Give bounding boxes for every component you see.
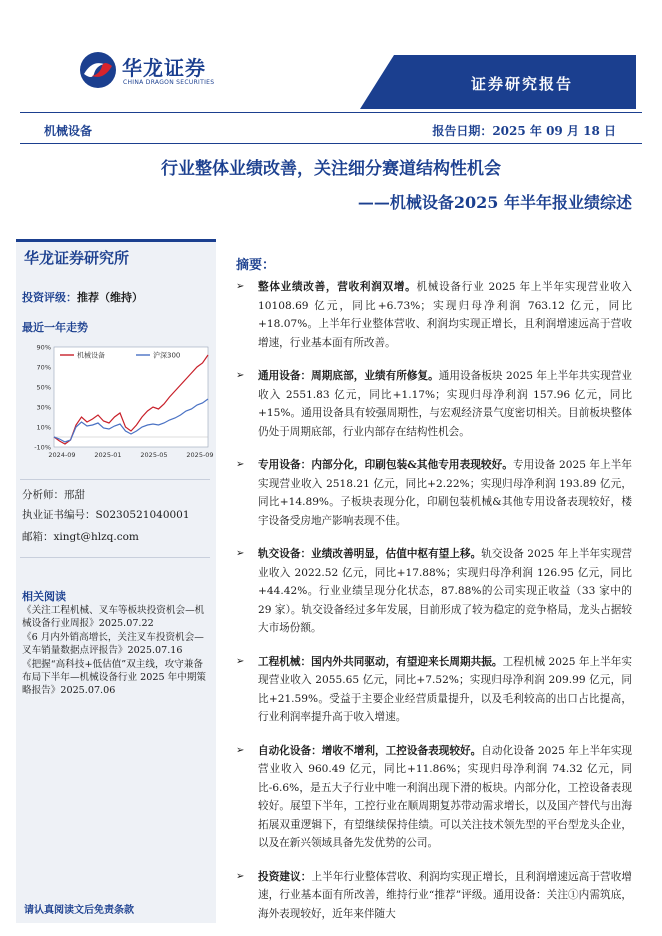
arrow-bullet-icon: ➢ [236,459,245,470]
summary-text: 专用设备 2025 年上半年实现营业收入 2518.21 亿元，同比+2.22%；实现归母净利润 193.89 亿元，同比+14.89%。子板块表现分化，印刷包装机械&其他专用设备表现较好，楼宇设备受房地产影响表现不佳。 [258,459,633,527]
analyst-name: 分析师：邢甜 [22,489,85,501]
report-type-label: 证券研究报告 [470,75,573,93]
sidebar-divider [20,479,210,480]
sidebar-divider [20,557,210,558]
summary-item [236,868,632,924]
rating-value: 推荐（维持） [77,291,143,304]
summary-text: 上半年行业整体营收、利润均实现正增长，且利润增速远高于营收增速，行业基本面有所改善，维持行业“推荐”评级。通用设备：关注①内需筑底，海外表现较好，近年来伴随大 [258,870,633,920]
brand-name-cn: 华龙证券 [122,56,206,80]
institute-header [16,239,216,269]
arrow-bullet-icon: ➢ [236,744,245,756]
arrow-bullet-icon: ➢ [236,548,245,559]
y-tick-label: -10% [34,443,51,452]
dragon-logo-icon [78,50,118,90]
trend-label: 最近一年走势 [22,321,88,334]
investment-rating [22,289,143,305]
summary-text: 工程机械 2025 年上半年实现营业收入 2055.65 亿元，同比+7.52%；实现归母净利润 209.99 亿元，同比+21.59%。受益于主要企业经营质量提升，以及毛利较高的出口占比提高，行业利润率提升高于收入增速。 [258,655,632,723]
summary-lead: 整体业绩改善，营收利润双增。 [258,281,417,293]
y-tick-label: 50% [36,383,51,392]
x-tick-label: 2025-05 [140,451,168,459]
disclaimer-note: 请认真阅读文后免责条款 [24,905,134,916]
report-subtitle: ——机械设备2025 年半年报业绩综述 [357,193,632,212]
summary-item [236,545,632,638]
summary-lead: 专用设备：内部分化，印刷包装&其他专用表现较好。 [258,459,513,471]
rating-label: 投资评级： [22,291,77,304]
summary-heading: 摘要： [236,258,276,273]
y-tick-label: 90% [36,343,51,352]
summary-item [236,278,632,352]
related-item[interactable]: 《关注工程机械、叉车等板块投资机会—机械设备行业周报》2025.07.22 [22,605,205,629]
summary-item [236,653,632,727]
industry-label: 机械设备 [44,124,93,138]
summary-lead: 自动化设备：增收不增利，工控设备表现较好。 [258,744,482,757]
summary-lead: 工程机械：国内外共同驱动，有望迎来长周期共振。 [258,655,503,668]
related-reading-label: 相关阅读 [22,590,66,603]
license-number: 执业证书编号：S0230521040001 [22,509,190,521]
company-logo [78,50,248,92]
arrow-bullet-icon: ➢ [236,370,245,381]
chart-plot-area [54,347,208,447]
y-tick-label: 10% [36,423,51,432]
summary-lead: 通用设备：周期底部，业绩有所修复。 [258,370,439,382]
arrow-bullet-icon: ➢ [236,870,245,882]
analyst-email: 邮箱：xingt@hlzq.com [22,531,139,543]
summary-item [236,742,632,853]
summary-lead: 轨交设备：业绩改善明显，估值中枢有望上移。 [258,548,482,560]
x-tick-label: 2025-09 [186,451,214,459]
sidebar [16,239,216,923]
summary-list [236,278,632,936]
summary-text: 轨交设备 2025 年上半年实现营业收入 2022.52 亿元，同比+17.88%；实现归母净利润 126.95 亿元，同比+44.42%。行业业绩呈现分化状态，87.88%的公司实现正收益（33 家中的 29 家）。轨交设备经过多年发展，目前形成了较为稳定的竞争格局，龙头占据较大市场份额。 [258,548,632,634]
trend-chart [20,335,216,467]
summary-item [236,456,632,530]
x-tick-label: 2024-09 [48,451,76,459]
summary-text: 机械设备行业 2025 年上半年实现营业收入 10108.69 亿元，同比+6.73%；实现归母净利润 763.12 亿元，同比+18.07%。上半年行业整体营收、利润均实现正增长，且利润增速远高于营收增速，行业基本面有所改善。 [258,281,632,349]
header-divider [20,112,642,113]
report-type-banner [360,55,636,109]
legend-label: 沪深300 [153,351,181,360]
y-tick-label: 30% [36,403,51,412]
y-tick-label: 70% [36,363,51,372]
summary-item [236,367,632,441]
arrow-bullet-icon: ➢ [236,655,245,667]
summary-text: 自动化设备 2025 年上半年实现营业收入 960.49 亿元，同比+11.86%；实现归母净利润 74.32 亿元，同比-6.6%，是五大子行业中唯一利润出现下滑的板块。内部分化，工控设备表现较好。展望下半年，工控行业在顺周期复苏带动需求增长，以及国产替代与出海拓展双重逻辑下，有望继续保持佳绩。可以关注技术领先型的平台型龙头企业，以及在新兴领域具备先发优势的公司。 [258,744,632,849]
summary-text: 通用设备板块 2025 年上半年共实现营业收入 2551.83 亿元，同比+1.17%；实现归母净利润 157.96 亿元，同比+15%。通用设备具有较强周期性，与宏观经济景气度密切相关。目前板块整体仍处于周期底部，行业内部存在结构性机会。 [258,370,632,438]
legend-label: 机械设备 [77,351,105,360]
related-item[interactable]: 《把握“高科技+低估值”双主线，攻守兼备布局下半年—机械设备行业 2025 年中期策略报告》2025.07.06 [22,659,207,696]
date-divider [20,143,642,144]
report-title: 行业整体业绩改善，关注细分赛道结构性机会 [161,159,501,179]
institute-name: 华龙证券研究所 [24,249,130,267]
x-tick-label: 2025-01 [94,451,122,459]
summary-lead: 投资建议： [258,870,312,883]
brand-name-en: CHINA DRAGON SECURITIES [123,79,215,86]
related-reading-list [22,604,212,698]
related-item[interactable]: 《6 月内外销高增长，关注叉车投资机会—叉车销量数据点评报告》2025.07.16 [22,632,204,656]
arrow-bullet-icon: ➢ [236,281,245,292]
report-date: 报告日期：2025 年 09 月 18 日 [432,124,616,138]
